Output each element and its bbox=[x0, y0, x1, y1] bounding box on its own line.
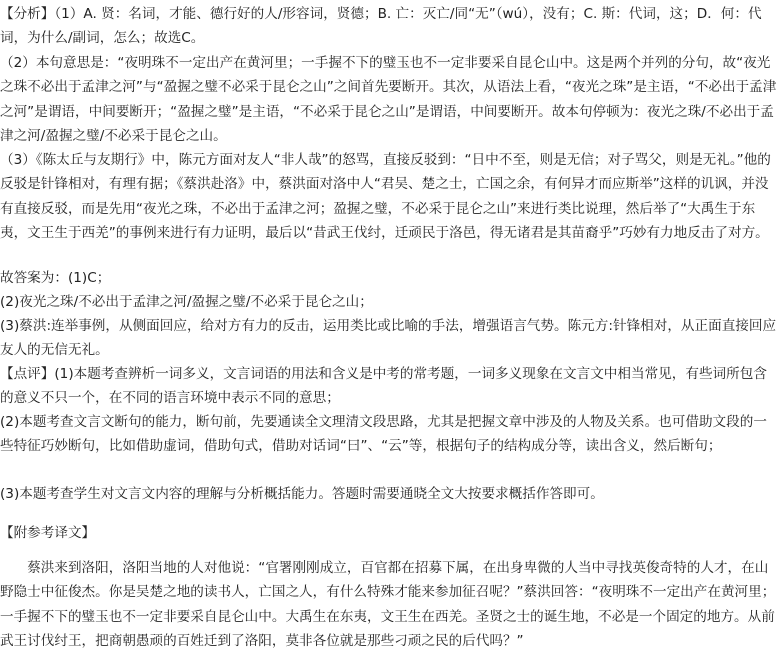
translation-body: 蔡洪来到洛阳，洛阳当地的人对他说：“官署刚刚成立，百官都在招募下属，在出身卑微的人当中寻找英俊奇特的人才，在山野隐士中征俊杰。你是吴楚之地的读书人，亡国之人，有什么特殊才能来参加征召呢？”蔡洪回答：“夜明珠不一定出产在黄河里；一手握不下的璧玉也不一定非要采自昆仑山中。大禹生在东夷，文王生在西羌。圣贤之士的诞生地，不必是一个固定的地方。从前武王讨伐纣王，把商朝愚顽的百姓迁到了洛阳，莫非各位就是那些刁顽之民的后代吗？” bbox=[0, 560, 776, 649]
translation-heading: 【附参考译文】 bbox=[0, 525, 96, 541]
analysis-part-1: 【分析】（1）A. 贤：名词，才能、德行好的人/形容词，贤德；B. 亡：灭亡/同“无”（wú），没有；C. 斯：代词，这；D．何：代词，为什么/副词，怎么；故选C。 bbox=[0, 6, 762, 47]
answer-line-3: (3)蔡洪:连举事例，从侧面回应，给对方有力的反击，运用类比或比喻的手法，增强语言气势。陈元方:针锋相对，从正面直接回应友人的无信无礼。 bbox=[0, 318, 777, 359]
comment-part-3: (3)本题考查学生对文言文内容的理解与分析概括能力。答题时需要通晓全文大按要求概括作答即可。 bbox=[0, 486, 604, 502]
analysis-part-2: （2）本句意思是：“夜明珠不一定出产在黄河里；一手握不下的璧玉也不一定非要采自昆仑山中。这是两个并列的分句，故“夜光之珠不必出于孟津之河”与“盈握之璧不必采于昆仑之山”之间首先要断开。其次，从语法上看，“夜光之珠”是主语，“不必出于孟津之河”是谓语，中间要断开；“盈握之璧”是主语，“不必采于昆仑之山”是谓语，中间要断开。故本句停顿为：夜光之珠/不必出于孟津之河/盈握之璧/不必采于昆仑之山。 bbox=[0, 55, 777, 144]
comment-part-2: (2)本题考查文言文断句的能力，断句前，先要通读全文理清文段思路，尤其是把握文章中涉及的人物及关系。也可借助文段的一些特征巧妙断句，比如借助虚词，借助句式，借助对话词“曰”、“云”等，根据句子的结构成分等，读出含义，然后断句； bbox=[0, 414, 767, 455]
answer-line-2: (2)夜光之珠/不必出于孟津之河/盈握之璧/不必采于昆仑之山； bbox=[0, 294, 373, 310]
comment-part-1: 【点评】(1)本题考查辨析一词多义，文言词语的用法和含义是中考的常考题，一词多义现象在文言文中相当常见，有些词所包含的意义不只一个，在不同的语言环境中表示不同的意思； bbox=[0, 366, 767, 407]
answer-line-1: 故答案为：(1)C； bbox=[0, 270, 111, 286]
analysis-part-3: （3）《陈太丘与友期行》中，陈元方面对友人“非人哉”的怒骂，直接反驳到：“日中不至，则是无信；对子骂父，则是无礼。”他的反驳是针锋相对，有理有据；《蔡洪赴洛》中，蔡洪面对洛中人“君吴、楚之士，亡国之余，有何异才而应斯举”这样的讥讽，并没有直接反驳，而是先用“夜光之珠，不必出于孟津之河；盈握之璧，不必采于昆仑之山”来进行类比说理，然后举了“大禹生于东夷，文王生于西羌”的事例来进行有力证明，最后以“昔武王伐纣，迁顽民于洛邑，得无诸君是其苗裔乎”巧妙有力地反击了对方。 bbox=[0, 152, 771, 241]
